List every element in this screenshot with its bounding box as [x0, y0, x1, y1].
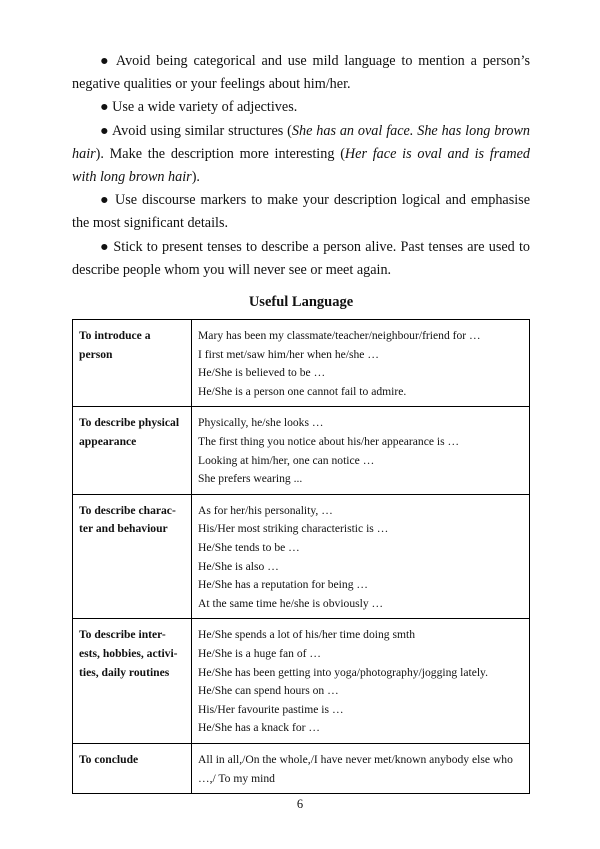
- phrase: Looking at him/her, one can notice …: [198, 453, 375, 467]
- tip-text: ● Avoid using similar structures (: [100, 122, 292, 139]
- tip-example-text: She has an oval face. She has long brown hair: [72, 122, 531, 162]
- useful-language-table: [72, 319, 530, 794]
- phrase: He/She has a knack for …: [198, 721, 321, 735]
- table-row: [73, 494, 530, 619]
- tip-paragraph: [72, 50, 530, 96]
- tip-paragraph: [72, 96, 530, 119]
- phrases-cell: [192, 494, 530, 619]
- tip-paragraph: [72, 120, 530, 190]
- tip-text: ).: [191, 169, 200, 186]
- phrases-cell: [192, 619, 530, 744]
- phrase: He/She is a person one cannot fail to admire.: [198, 384, 407, 398]
- table-row: [73, 619, 530, 744]
- phrase: His/Her favourite pastime is …: [198, 702, 344, 716]
- document-page: [72, 50, 530, 794]
- phrase: He/She is also …: [198, 559, 279, 573]
- phrases-cell: [192, 407, 530, 494]
- phrase: As for her/his personality, …: [198, 503, 333, 517]
- tip-text: ● Stick to present tenses to describe a person alive. Past tenses are used to describe people whom you will never see or meet again.: [72, 238, 530, 278]
- table-row: [73, 743, 530, 793]
- phrase: At the same time he/she is obviously …: [198, 596, 384, 610]
- phrase: He/She spends a lot of his/her time doing smth: [198, 628, 416, 642]
- tip-paragraph: [72, 236, 530, 282]
- phrase: His/Her most striking characteristic is …: [198, 522, 389, 536]
- phrase: He/She is believed to be …: [198, 366, 326, 380]
- phrase: All in all,/On the whole,/I have never met/known anybody else who …,/ To my mind: [198, 752, 513, 785]
- function-label: To describe charac-ter and behaviour: [73, 494, 192, 619]
- tips-list: [72, 50, 530, 282]
- phrase: He/She has been getting into yoga/photography/jogging lately.: [198, 665, 489, 679]
- phrase: He/She is a huge fan of …: [198, 646, 321, 660]
- page-number: 6: [296, 797, 304, 811]
- tip-text: ● Use discourse markers to make your description logical and emphasise the most significant details.: [72, 192, 530, 232]
- table-row: [73, 407, 530, 494]
- phrases-cell: [192, 743, 530, 793]
- phrase: Mary has been my classmate/teacher/neighbour/friend for …: [198, 329, 481, 343]
- tip-text: ● Use a wide variety of adjectives.: [100, 99, 298, 116]
- phrase: He/She tends to be …: [198, 540, 300, 554]
- function-label: To describe physical appearance: [73, 407, 192, 494]
- tip-paragraph: [72, 189, 530, 235]
- section-heading: Useful Language: [248, 294, 354, 311]
- function-label: To introduce a person: [73, 320, 192, 407]
- tip-example-text: Her face is oval and is framed with long brown hair: [72, 145, 530, 186]
- phrases-cell: [192, 320, 530, 407]
- phrase: I first met/saw him/her when he/she …: [198, 347, 379, 361]
- table-row: [73, 320, 530, 407]
- phrase: The first thing you notice about his/her appearance is …: [198, 435, 460, 448]
- phrase: He/She can spend hours on …: [198, 684, 339, 698]
- function-label: To conclude: [73, 743, 192, 793]
- phrase: He/She has a reputation for being …: [198, 578, 368, 592]
- phrase: Physically, he/she looks …: [198, 416, 324, 430]
- function-label: To describe inter-ests, hobbies, activi-ties, daily routines: [73, 619, 192, 744]
- phrase: She prefers wearing ...: [198, 472, 303, 486]
- tip-text: ). Make the description more interesting (: [95, 145, 345, 162]
- tip-text: ● Avoid being categorical and use mild language to mention a person’s negative qualities or your feelings about him/her.: [72, 53, 530, 93]
